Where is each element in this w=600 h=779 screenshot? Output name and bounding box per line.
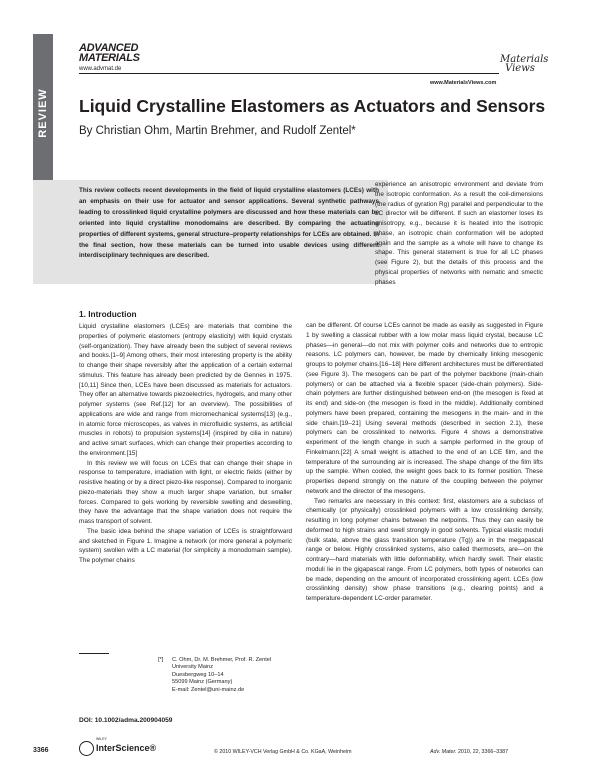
copyright-notice: © 2010 WILEY-VCH Verlag GmbH & Co. KGaA, Weinheim — [214, 749, 352, 755]
left-paragraph-1: Liquid crystalline elastomers (LCEs) are materials that combine the properties of polymeric elastomers (entropy elasticity) with liquid crystals (self-organization). They have already been the subject of several reviews and books.[1–9] Among others, their most interesting property is the ability to change their shape reversibly after the application of a certain external stimulus. This feature has already been predicted by de Gennes in 1975.[10,11] Since then, LCEs have been discussed as materials for actuators. They offer an alternative towards piezoelectrics, hydrogels, and many other polymer systems (see Ref.[12] for an overview). The possibilities of applications are wide and range from micromechanical systems[13] (e.g., in atomic force microscopes, as valves in microfluidic systems, as artificial muscles in robots) to propulsion systems[14] (inspired by cilia in nature) and active smart surfaces, which can change their properties according to the environment.[15] — [79, 323, 292, 457]
footnote-names: C. Ohm, Dr. M. Brehmer, Prof. R. Zentel — [172, 657, 272, 663]
right-column — [306, 321, 543, 604]
header-rule — [79, 73, 499, 74]
journal-citation — [430, 749, 508, 755]
journal-logo-line1: ADVANCED — [79, 42, 139, 54]
left-column — [79, 322, 292, 566]
doi[interactable]: DOI: 10.1002/adma.200904059 — [79, 717, 173, 724]
publisher-small-text: WILEY — [96, 737, 107, 741]
abstract-box — [33, 180, 388, 284]
views-logo-line1: Materials — [500, 54, 549, 65]
footnote-institution: University Mainz — [172, 664, 214, 671]
section-heading: 1. Introduction — [79, 309, 137, 319]
abstract-text: This review collects recent developments in the field of liquid crystalline elastomers (LCEs) with an emphasis on their use for actuator and sensor applications. Several synthetic pathways leading to crosslinked liquid crystalline polymers are discussed and how these materials can be oriented into liquid crystalline monodomains are described. By comparing the actuating properties of different systems, general structure–property relationships for LCEs are obtained. In the final section, how these materials can be turned into usable devices using different interdisciplinary techniques are described. — [79, 187, 379, 260]
views-logo-line2: Views — [505, 63, 535, 74]
journal-volume-pages: 2010, 22, 3366–3387 — [457, 749, 509, 755]
footnote-email[interactable]: E-mail: Zentel@uni-mainz.de — [172, 686, 245, 693]
article-authors: By Christian Ohm, Martin Brehmer, and Rudolf Zentel* — [79, 125, 356, 137]
right-column-top-text: experience an anisotropic environment and deviate from the isotropic conformation. As a result the coil-dimensions (the radius of gyration Rg) parallel and perpendicular to the LC director will be different. If such an elastomer loses its anisotropy, e.g., because it is heated into the isotropic phase, an isotropic chain conformation will be adopted again and the sample as a whole will have to change its shape. This general statement is true for all LC phases (see Figure 2), but the details of this process and the physical properties of networks with nematic and smectic phases — [375, 181, 543, 286]
review-label: REVIEW — [37, 87, 49, 138]
site-url[interactable]: www.MaterialsViews.com — [430, 80, 497, 86]
article-title: Liquid Crystalline Elastomers as Actuators and Sensors — [79, 96, 546, 116]
journal-name: Adv. Mater. — [430, 749, 457, 755]
journal-logo — [79, 43, 140, 63]
left-paragraph-2: In this review we will focus on LCEs that can change their shape in response to temperature, irradiation with light, or electric fields (either by resistive heating or by a direct piezo-like response). Compared to inorganic piezo-materials they show a much larger shape variation, but smaller forces. Compared to gels working by reversible swelling and deswelling, they have the advantage that the shape variation does not require the mass transport of solvent. — [79, 459, 292, 525]
right-column-top — [375, 180, 543, 287]
publisher-name: InterScience® — [96, 743, 157, 753]
journal-logo-line2: MATERIALS — [79, 52, 140, 64]
left-paragraph-3: The basic idea behind the shape variation of LCEs is straightforward and sketched in Figure 1. Imagine a network (or more general a polymeric system) swollen with a LC material (for simplicity a monodomain sample). The polymer chains — [79, 527, 292, 564]
footnote-rule — [79, 653, 109, 654]
materials-views-logo — [500, 54, 549, 74]
footnote-street: Duesbergweg 10–14 — [172, 671, 224, 678]
footnote-city: 55099 Mainz (Germany) — [172, 679, 233, 686]
right-column-paragraph-1: can be different. Of course LCEs cannot be made as easily as suggested in Figure 1 by swelling a classical rubber with a low molar mass liquid crystal, because LC phases—in general—do not mix with polymer coils and networks due to entropic reasons. LC polymers can, however, be made by chemically linking mesogenic groups to polymer chains.[16–18] Here different architectures must be differentiated (see Figure 3). The mesogens can be part of the polymer backbone (main-chain polymers) or can be attached via a flexible spacer (side-chain polymers). Side-chain polymers are further distinguished between end-on (the mesogen is fixed at its end) and side-on (the mesogen is fixed in the middle). Additionally combined polymers have been prepared, containing the mesogens in the main- and in the side chain.[19–21] Using several methods (described in section 2.1), these polymers can be crosslinked to networks. Figure 4 shows a demonstrative experiment of the length change in such a sample performed in the group of Finkelmann.[22] A small weight is attached to the end of an LCE film, and the temperature of the surrounding air is increased. The shape change of the film lifts up the sample. When cooled, the weight goes back to its former position. These properties depend strongly on the nature of the coupling between the polymer network and the director of the mesogens. — [306, 322, 543, 495]
right-column-paragraph-2: Two remarks are necessary in this context: first, elastomers are a subclass of chemically (or physically) crosslinked polymers with a low crosslinking density, resulting in long polymer chains between the netpoints. Thus they can easily be deformed to high strains and swell strongly in good solvents. Typical elastic moduli (bulk state, above the glass transition temperature (Tg)) are in the megapascal range or below. Highly crosslinked systems, also called thermosets, are—on the contrary—hard materials with little deformability, which hardly swell. Their elastic moduli lie in the gigapascal range. From LC polymers, both types of networks can be made, depending on the amount of incorporated crosslinking agent. LCEs (low crosslinking density) show phase transitions (e.g., clearing points) and a temperature-dependent LC-order parameter. — [306, 497, 543, 602]
footnote-mark: [*] — [158, 657, 164, 663]
journal-url[interactable]: www.advmat.de — [79, 66, 122, 72]
interscience-globe-icon — [79, 741, 94, 756]
review-side-tab — [33, 34, 53, 191]
page-number: 3366 — [33, 747, 49, 754]
